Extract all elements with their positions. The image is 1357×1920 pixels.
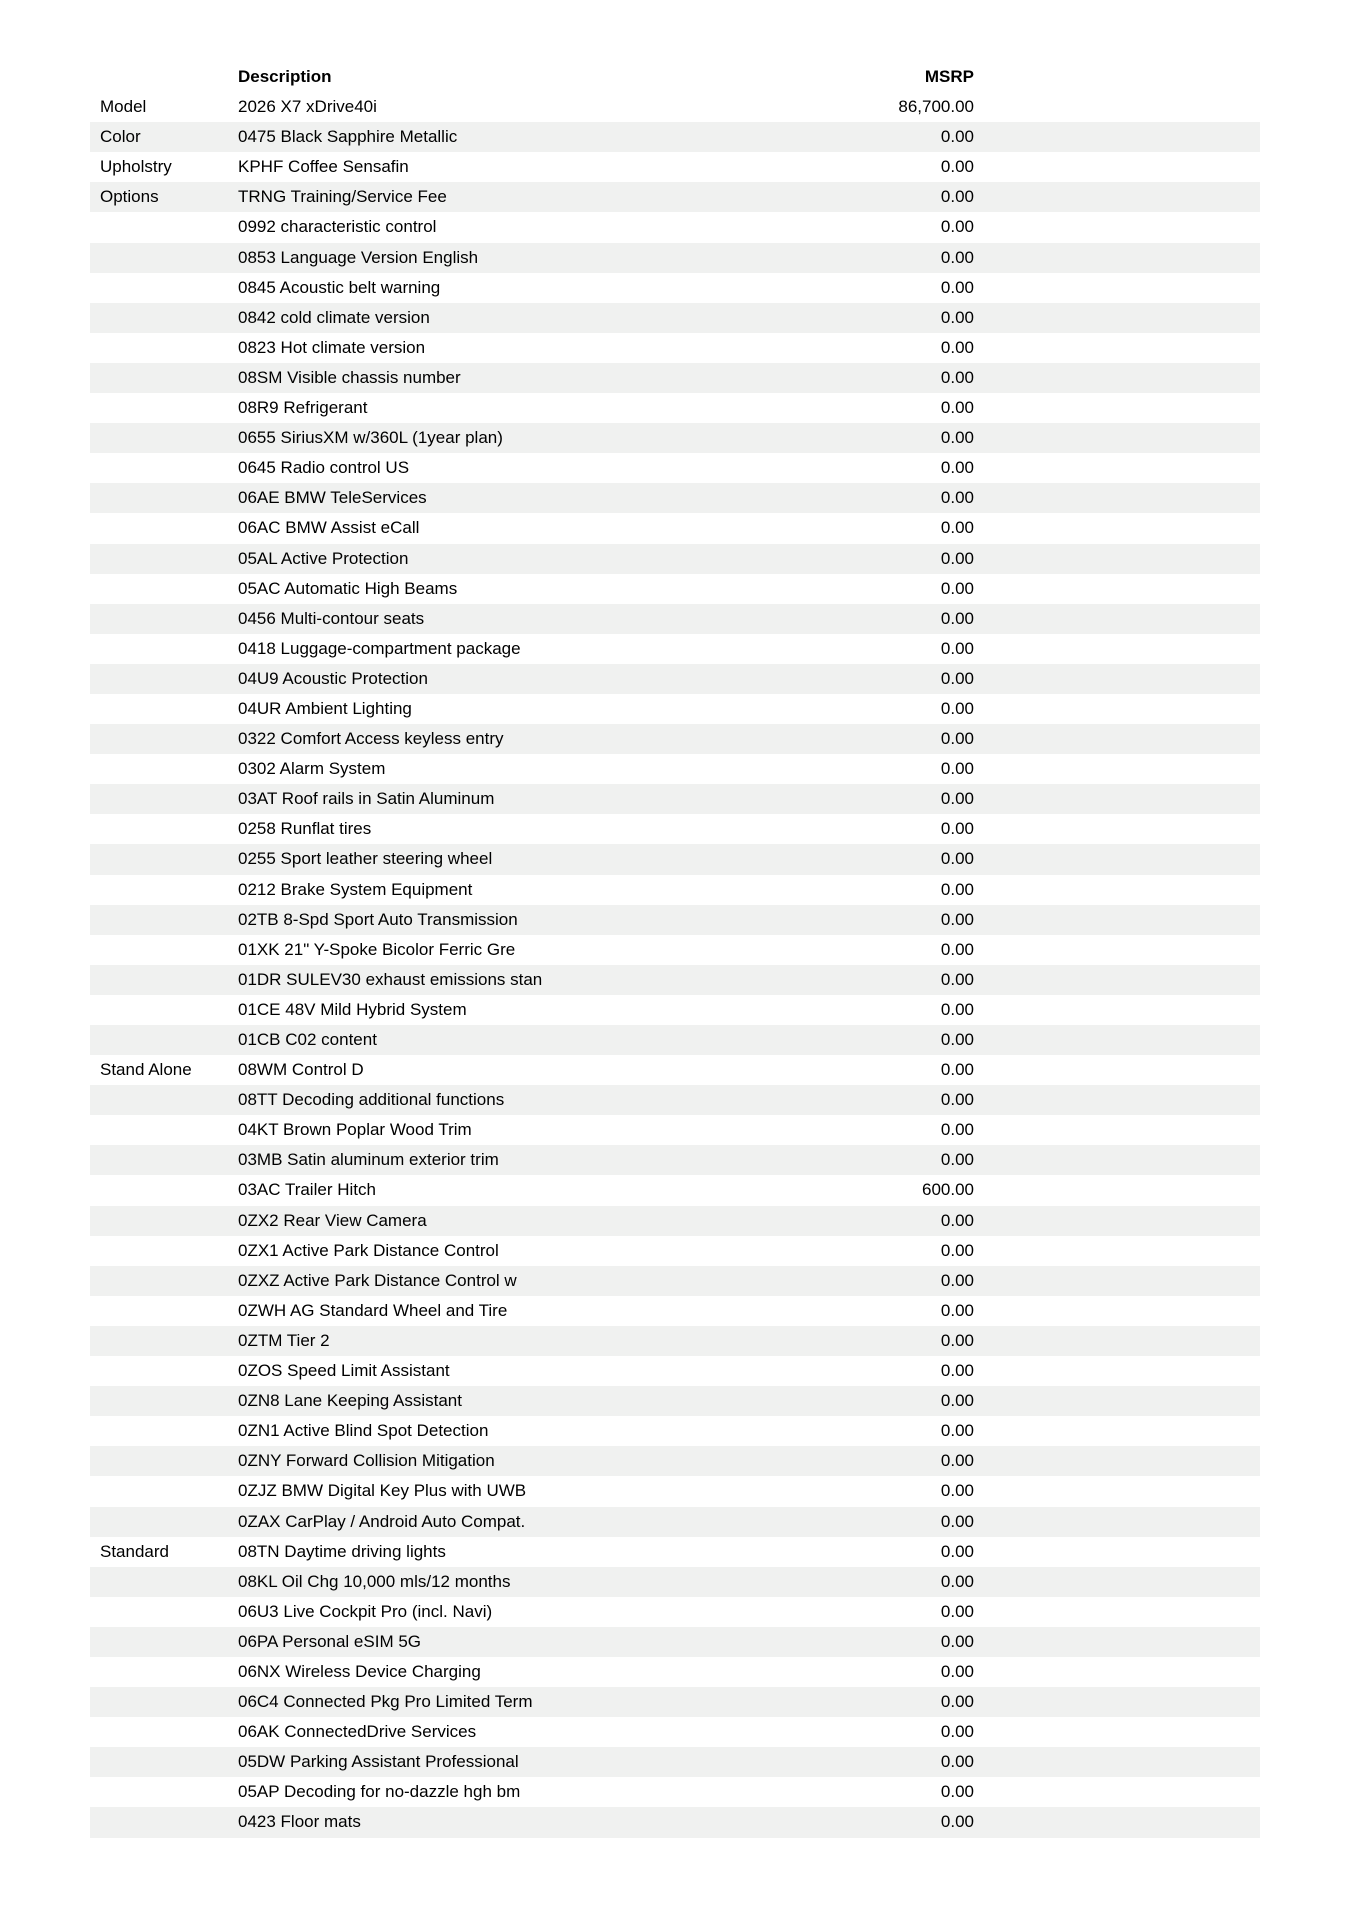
table-row bbox=[90, 634, 1260, 664]
row-description: 06U3 Live Cockpit Pro (incl. Navi) bbox=[238, 1601, 493, 1621]
row-msrp: 0.00 bbox=[940, 1210, 974, 1230]
table-row bbox=[90, 1657, 1260, 1687]
table-row bbox=[90, 814, 1260, 844]
table-row bbox=[90, 1236, 1260, 1266]
row-description: 04UR Ambient Lighting bbox=[238, 698, 412, 718]
table-row bbox=[90, 1476, 1260, 1506]
table-row bbox=[90, 754, 1260, 784]
row-msrp: 0.00 bbox=[940, 1421, 974, 1441]
table-row bbox=[90, 1807, 1260, 1837]
row-description: 01CE 48V Mild Hybrid System bbox=[238, 999, 467, 1019]
row-description: 0212 Brake System Equipment bbox=[238, 879, 473, 899]
table-row bbox=[90, 333, 1260, 363]
table-row bbox=[90, 995, 1260, 1025]
row-msrp: 0.00 bbox=[940, 668, 974, 688]
row-description: 08WM Control D bbox=[238, 1060, 364, 1080]
table-row bbox=[90, 212, 1260, 242]
row-msrp: 0.00 bbox=[940, 187, 974, 207]
row-msrp: 0.00 bbox=[940, 1631, 974, 1651]
row-description: 0645 Radio control US bbox=[238, 458, 410, 478]
table-row bbox=[90, 483, 1260, 513]
table-row bbox=[90, 1115, 1260, 1145]
table-row bbox=[90, 182, 1260, 212]
row-msrp: 0.00 bbox=[940, 608, 974, 628]
table-row bbox=[90, 1507, 1260, 1537]
table-row bbox=[90, 1356, 1260, 1386]
row-description: TRNG Training/Service Fee bbox=[238, 187, 447, 207]
row-description: 0423 Floor mats bbox=[238, 1812, 361, 1832]
row-msrp: 0.00 bbox=[940, 849, 974, 869]
row-description: 0255 Sport leather steering wheel bbox=[238, 849, 493, 869]
row-description: 0ZN8 Lane Keeping Assistant bbox=[238, 1391, 462, 1411]
row-description: 0842 cold climate version bbox=[238, 307, 430, 327]
row-msrp: 0.00 bbox=[940, 458, 974, 478]
row-description: 05DW Parking Assistant Professional bbox=[238, 1752, 519, 1772]
table-row bbox=[90, 1326, 1260, 1356]
row-msrp: 0.00 bbox=[940, 909, 974, 929]
table-row bbox=[90, 1446, 1260, 1476]
row-msrp: 0.00 bbox=[940, 1541, 974, 1561]
row-msrp: 0.00 bbox=[940, 638, 974, 658]
table-row bbox=[90, 664, 1260, 694]
row-description: 0456 Multi-contour seats bbox=[238, 608, 425, 628]
table-row bbox=[90, 393, 1260, 423]
row-description: 01CB C02 content bbox=[238, 1030, 377, 1049]
table-row bbox=[90, 423, 1260, 453]
table-row bbox=[90, 1085, 1260, 1115]
row-description: 08SM Visible chassis number bbox=[238, 367, 461, 387]
row-description: 03AC Trailer Hitch bbox=[238, 1180, 376, 1200]
row-msrp: 86,700.00 bbox=[898, 97, 974, 117]
row-msrp: 0.00 bbox=[940, 759, 974, 779]
row-msrp: 0.00 bbox=[940, 1120, 974, 1140]
row-description: 0ZN1 Active Blind Spot Detection bbox=[238, 1421, 489, 1441]
row-description: 06NX Wireless Device Charging bbox=[238, 1661, 481, 1681]
row-category: Standard bbox=[100, 1541, 169, 1561]
row-msrp: 0.00 bbox=[940, 1511, 974, 1531]
row-category: Color bbox=[100, 127, 141, 147]
table-row bbox=[90, 1747, 1260, 1777]
table-row bbox=[90, 1537, 1260, 1567]
table-row bbox=[90, 122, 1260, 152]
row-msrp: 0.00 bbox=[940, 398, 974, 418]
row-description: 0258 Runflat tires bbox=[238, 819, 372, 839]
row-msrp: 0.00 bbox=[940, 127, 974, 147]
row-msrp: 0.00 bbox=[940, 157, 974, 177]
row-description: 0ZX1 Active Park Distance Control bbox=[238, 1240, 499, 1260]
row-category: Stand Alone bbox=[100, 1060, 192, 1080]
row-description: 0418 Luggage-compartment package bbox=[238, 638, 521, 658]
row-msrp: 0.00 bbox=[940, 1330, 974, 1350]
table-row bbox=[90, 574, 1260, 604]
row-msrp: 0.00 bbox=[940, 999, 974, 1019]
row-msrp: 0.00 bbox=[940, 789, 974, 809]
row-category: Upholstry bbox=[100, 157, 172, 177]
row-description: 05AP Decoding for no-dazzle hgh bm bbox=[238, 1782, 521, 1802]
row-description: 0992 characteristic control bbox=[238, 217, 437, 237]
row-msrp: 0.00 bbox=[940, 1601, 974, 1621]
row-description: KPHF Coffee Sensafin bbox=[238, 157, 409, 177]
row-description: 2026 X7 xDrive40i bbox=[238, 97, 377, 117]
row-msrp: 0.00 bbox=[940, 518, 974, 538]
row-description: 03AT Roof rails in Satin Aluminum bbox=[238, 789, 495, 809]
row-description: 08TT Decoding additional functions bbox=[238, 1090, 505, 1110]
row-description: 04U9 Acoustic Protection bbox=[238, 668, 428, 688]
table-row bbox=[90, 453, 1260, 483]
row-description: 02TB 8-Spd Sport Auto Transmission bbox=[238, 909, 518, 929]
row-msrp: 0.00 bbox=[940, 1060, 974, 1080]
row-description: 0823 Hot climate version bbox=[238, 337, 426, 357]
table-row bbox=[90, 513, 1260, 543]
row-msrp: 0.00 bbox=[940, 1270, 974, 1290]
table-header-row bbox=[90, 62, 1260, 92]
row-description: 0845 Acoustic belt warning bbox=[238, 277, 441, 297]
row-msrp: 0.00 bbox=[940, 307, 974, 327]
row-description: 05AC Automatic High Beams bbox=[238, 578, 458, 598]
row-description: 0ZOS Speed Limit Assistant bbox=[238, 1361, 450, 1381]
table-row bbox=[90, 1597, 1260, 1627]
row-msrp: 0.00 bbox=[940, 729, 974, 749]
table-row bbox=[90, 875, 1260, 905]
table-row bbox=[90, 1296, 1260, 1326]
row-description: 0302 Alarm System bbox=[238, 759, 386, 779]
row-msrp: 0.00 bbox=[940, 1481, 974, 1501]
table-row bbox=[90, 303, 1260, 333]
row-msrp: 0.00 bbox=[940, 217, 974, 237]
row-msrp: 0.00 bbox=[940, 1451, 974, 1471]
row-msrp: 0.00 bbox=[940, 428, 974, 448]
table-row bbox=[90, 1145, 1260, 1175]
row-description: 08KL Oil Chg 10,000 mls/12 months bbox=[238, 1571, 511, 1591]
table-row bbox=[90, 1206, 1260, 1236]
row-msrp: 600.00 bbox=[922, 1180, 974, 1200]
table-row bbox=[90, 1386, 1260, 1416]
row-category: Model bbox=[100, 97, 147, 117]
row-description: 0322 Comfort Access keyless entry bbox=[238, 729, 504, 749]
row-description: 01DR SULEV30 exhaust emissions stan bbox=[238, 969, 543, 989]
table-row bbox=[90, 694, 1260, 724]
table-row bbox=[90, 844, 1260, 874]
row-description: 0ZWH AG Standard Wheel and Tire bbox=[238, 1300, 508, 1320]
row-msrp: 0.00 bbox=[940, 879, 974, 899]
row-description: 0ZNY Forward Collision Mitigation bbox=[238, 1451, 495, 1471]
row-msrp: 0.00 bbox=[940, 337, 974, 357]
table-row bbox=[90, 544, 1260, 574]
row-msrp: 0.00 bbox=[940, 1571, 974, 1591]
row-msrp: 0.00 bbox=[940, 819, 974, 839]
table-row bbox=[90, 935, 1260, 965]
column-header-description: Description bbox=[238, 67, 332, 86]
row-description: 0475 Black Sapphire Metallic bbox=[238, 127, 458, 147]
row-description: 03MB Satin aluminum exterior trim bbox=[238, 1150, 499, 1170]
table-row bbox=[90, 363, 1260, 393]
table-row bbox=[90, 1777, 1260, 1807]
table-row bbox=[90, 1175, 1260, 1205]
row-description: 0ZTM Tier 2 bbox=[238, 1330, 330, 1350]
row-msrp: 0.00 bbox=[940, 939, 974, 959]
table-row bbox=[90, 784, 1260, 814]
row-description: 0655 SiriusXM w/360L (1year plan) bbox=[238, 428, 503, 448]
row-msrp: 0.00 bbox=[940, 1300, 974, 1320]
table-row bbox=[90, 724, 1260, 754]
row-description: 08TN Daytime driving lights bbox=[238, 1541, 446, 1561]
row-description: 06PA Personal eSIM 5G bbox=[238, 1631, 422, 1651]
table-row bbox=[90, 243, 1260, 273]
row-description: 06AE BMW TeleServices bbox=[238, 488, 427, 508]
table-row bbox=[90, 92, 1260, 122]
row-msrp: 0.00 bbox=[940, 488, 974, 508]
row-description: 06AK ConnectedDrive Services bbox=[238, 1722, 477, 1742]
row-description: 04KT Brown Poplar Wood Trim bbox=[238, 1120, 472, 1140]
row-msrp: 0.00 bbox=[940, 1812, 974, 1832]
row-msrp: 0.00 bbox=[940, 578, 974, 598]
row-msrp: 0.00 bbox=[940, 1782, 974, 1802]
row-msrp: 0.00 bbox=[940, 1240, 974, 1260]
row-msrp: 0.00 bbox=[940, 277, 974, 297]
vehicle-options-table bbox=[90, 62, 1260, 1838]
row-msrp: 0.00 bbox=[940, 1391, 974, 1411]
table-row bbox=[90, 1627, 1260, 1657]
row-description: 08R9 Refrigerant bbox=[238, 398, 368, 418]
table-row bbox=[90, 965, 1260, 995]
table-row bbox=[90, 273, 1260, 303]
table-body bbox=[90, 92, 1260, 1837]
table-row bbox=[90, 1717, 1260, 1747]
table-row bbox=[90, 905, 1260, 935]
table-row bbox=[90, 1025, 1260, 1055]
row-msrp: 0.00 bbox=[940, 1361, 974, 1381]
table-row bbox=[90, 1687, 1260, 1717]
row-description: 0ZX2 Rear View Camera bbox=[238, 1210, 427, 1230]
table-row bbox=[90, 1055, 1260, 1085]
row-msrp: 0.00 bbox=[940, 548, 974, 568]
table-row bbox=[90, 1266, 1260, 1296]
table-row bbox=[90, 604, 1260, 634]
column-header-msrp: MSRP bbox=[924, 67, 974, 86]
row-msrp: 0.00 bbox=[940, 969, 974, 989]
row-description: 0ZJZ BMW Digital Key Plus with UWB bbox=[238, 1481, 527, 1501]
row-category: Options bbox=[100, 187, 159, 207]
row-msrp: 0.00 bbox=[940, 1661, 974, 1681]
table-row bbox=[90, 152, 1260, 182]
row-msrp: 0.00 bbox=[940, 698, 974, 718]
row-description: 06AC BMW Assist eCall bbox=[238, 518, 420, 538]
table-row bbox=[90, 1416, 1260, 1446]
row-description: 05AL Active Protection bbox=[238, 548, 409, 568]
row-msrp: 0.00 bbox=[940, 1722, 974, 1742]
row-msrp: 0.00 bbox=[940, 1752, 974, 1772]
row-description: 0ZXZ Active Park Distance Control w bbox=[238, 1270, 517, 1290]
row-description: 0853 Language Version English bbox=[238, 247, 479, 267]
row-msrp: 0.00 bbox=[940, 247, 974, 267]
row-description: 01XK 21" Y-Spoke Bicolor Ferric Gre bbox=[238, 939, 516, 959]
row-msrp: 0.00 bbox=[940, 1090, 974, 1110]
table-row bbox=[90, 1567, 1260, 1597]
row-msrp: 0.00 bbox=[940, 1150, 974, 1170]
row-description: 0ZAX CarPlay / Android Auto Compat. bbox=[238, 1511, 526, 1531]
row-description: 06C4 Connected Pkg Pro Limited Term bbox=[238, 1692, 533, 1712]
row-msrp: 0.00 bbox=[940, 367, 974, 387]
row-msrp: 0.00 bbox=[940, 1030, 974, 1049]
row-msrp: 0.00 bbox=[940, 1692, 974, 1712]
